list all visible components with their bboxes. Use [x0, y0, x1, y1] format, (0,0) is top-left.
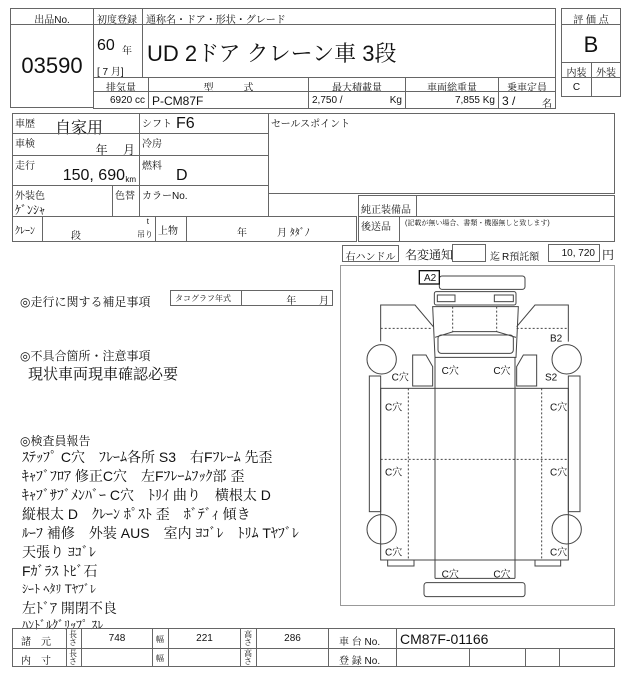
capacity-cell: [498, 91, 556, 109]
tacho-value: 年 月: [286, 296, 329, 307]
length: 748: [108, 633, 126, 644]
displacement-cell: [93, 91, 149, 109]
width-label-cell: [152, 628, 169, 649]
inspection-cell: [12, 133, 140, 156]
first-reg-label-cell: [93, 8, 143, 25]
gross-weight-label: 車両総重量: [427, 83, 477, 94]
sales-point-label: セールスポイント: [271, 119, 351, 130]
wheel-rear-left: [367, 515, 396, 544]
lot-label: 出品No.: [34, 15, 70, 26]
gross-weight-label-cell: [405, 77, 499, 92]
spec-label: 諸 元: [21, 637, 51, 648]
capacity-label-cell: [498, 77, 556, 92]
reg-year: 60: [97, 37, 115, 54]
vehicle-name: UD 2ドア クレーン車 3段: [147, 41, 397, 66]
max-load-label-cell: [308, 77, 406, 92]
height-label: 高さ: [244, 630, 252, 647]
inner-height-cell: [256, 648, 329, 667]
fuel-label: 燃料: [142, 161, 162, 172]
length-cell: [81, 628, 153, 649]
upper-label-cell: [155, 216, 187, 242]
history: 自家用: [55, 120, 104, 137]
report-line: ｷｬﾌﾞﾌﾛｱ 修正C穴 左Fﾌﾚｰﾑﾌｯｸ部 歪: [22, 468, 245, 484]
inner-height-label: 高さ: [244, 649, 252, 666]
lot-label-cell: [10, 8, 94, 25]
options-label-cell: [358, 195, 417, 217]
max-load-cell: [308, 91, 406, 109]
inner-height-label-cell: [240, 648, 257, 667]
inner-width-cell: [168, 648, 241, 667]
report-line: ﾙｰﾌ 補修 外装 AUS 室内 ﾖｺﾞﾚ ﾄﾘﾑ Tﾔﾌﾞﾚ: [22, 525, 299, 541]
later-label: 後送品: [361, 222, 391, 233]
fuel-cell: [139, 155, 269, 186]
mirror-right: [517, 355, 537, 386]
lot-number: 03590: [21, 53, 83, 78]
until: 迄: [490, 252, 500, 263]
height: 286: [284, 633, 301, 644]
crane-label-cell: [12, 216, 43, 242]
displacement-label: 排気量: [106, 83, 136, 94]
interior-grade-cell: [561, 77, 592, 97]
driving-label: ◎走行に関する補足事項: [20, 295, 151, 309]
exterior-label: 外装: [596, 68, 616, 79]
tacho-cell: [241, 290, 333, 306]
wheel-front-left: [367, 345, 396, 374]
side-rail-right: [568, 376, 580, 512]
report-line: ｽﾃｯﾌﾟ C穴 ﾌﾚｰﾑ各所 S3 右Fﾌﾚｰﾑ 先歪: [22, 449, 273, 465]
reg-no-cell: [396, 648, 470, 667]
inner-label-cell: [12, 648, 67, 667]
damage-mark: S2: [545, 372, 558, 384]
truck-diagram: [340, 260, 620, 610]
exterior-grade-cell: [591, 77, 621, 97]
damage-mark: B2: [550, 333, 563, 345]
tacho-label: タコグラフ年式: [175, 294, 231, 303]
color-change-label: 色替: [115, 191, 135, 202]
options-cell: [416, 195, 615, 217]
grade-label: 評 価 点: [573, 15, 609, 26]
fuel: D: [176, 167, 188, 184]
wheel-rear-right: [552, 515, 581, 544]
inspection: 年 月: [95, 143, 135, 157]
sales-point-box: [268, 113, 615, 194]
damage-mark: C穴: [550, 402, 568, 414]
width-cell: [168, 628, 241, 649]
first-reg-cell: [93, 24, 143, 78]
displacement: 6920 cc: [109, 95, 145, 106]
recycle: 10, 720: [561, 248, 595, 259]
damage-mark: C穴: [441, 366, 459, 377]
name-label-cell: [142, 8, 556, 25]
crane-cell: [42, 216, 156, 242]
vehicle-name-cell: [142, 24, 556, 78]
damage-mark: C穴: [441, 569, 459, 581]
options-label: 純正装備品: [361, 205, 411, 216]
later-cell: [399, 216, 615, 242]
width: 221: [196, 633, 213, 644]
later-label-cell: [358, 216, 400, 242]
inner-label: 内 寸: [21, 656, 51, 667]
interior-label-cell: [561, 62, 592, 78]
upper-cell: [186, 216, 357, 242]
grille: [434, 292, 516, 305]
history-label: 車歴: [15, 119, 35, 130]
max-load-label: 最大積載量: [332, 83, 382, 94]
grade-label-cell: [561, 8, 621, 25]
history-cell: [12, 113, 140, 137]
upper-label: 上物: [158, 226, 178, 237]
rhd: 右ハンドル: [345, 252, 396, 263]
report-line: 天張り ﾖｺﾞﾚ: [22, 544, 96, 560]
exterior-label-cell: [591, 62, 621, 78]
model-label-cell: [148, 77, 309, 92]
mileage-label: 走行: [15, 161, 35, 172]
defects: 現状車両現車確認必要: [28, 366, 179, 383]
crane-hang: 吊り: [137, 230, 153, 239]
damage-mark: C穴: [550, 467, 568, 479]
tacho-label-cell: [170, 290, 242, 306]
model: P-CM87F: [152, 94, 204, 108]
max-load: 2,750 /: [312, 95, 343, 106]
first-reg-label: 初度登録: [97, 15, 137, 26]
shift: F6: [176, 115, 195, 132]
ac-label: 冷房: [142, 139, 162, 150]
report-label: ◎検査員報告: [20, 434, 91, 448]
grade-score: B: [583, 32, 599, 57]
max-load-unit: Kg: [389, 95, 402, 106]
capacity: 3 /: [502, 94, 516, 108]
report-line: ｷｬﾌﾞｻﾌﾞﾒﾝﾊﾞｰ C穴 ﾄﾘｲ 曲り 横根太 D: [22, 487, 271, 503]
shift-label: シフト: [142, 119, 172, 130]
damage-mark: C穴: [385, 467, 403, 479]
width-label: 幅: [156, 635, 164, 644]
report-line: 左ﾄﾞｱ 開閉不良: [22, 600, 117, 616]
reg-label: 登 録 No.: [339, 656, 381, 667]
reg-label-cell: [328, 648, 397, 667]
height-label-cell: [240, 628, 257, 649]
report-line: ﾊﾝﾄﾞﾙｸﾞﾘｯﾌﾟ ｽﾚ: [22, 618, 104, 632]
color-change-cell: [112, 185, 140, 217]
damage-mark: C穴: [493, 569, 511, 581]
damage-mark: C穴: [493, 366, 511, 377]
damage-mark: C穴: [385, 547, 403, 559]
gross-weight: 7,855 Kg: [454, 95, 495, 106]
later-note: (記載が無い場合、書類・機器無しと致します): [405, 220, 550, 227]
inner-width-label-cell: [152, 648, 169, 667]
lot-number-cell: [10, 24, 94, 108]
reg-no-cell: [525, 648, 560, 667]
inner-length-cell: [81, 648, 153, 667]
crane-label: ｸﾚｰﾝ: [15, 226, 35, 237]
mileage: 150, 690: [62, 167, 125, 184]
shift-cell: [139, 113, 269, 134]
height-cell: [256, 628, 329, 649]
inner-length-label-cell: [66, 648, 82, 667]
inspection-label: 車検: [15, 139, 35, 150]
crane-stage: 段: [71, 231, 81, 242]
ac-cell: [139, 133, 269, 156]
report-line: ｼｰﾄ ﾍﾀﾘ Tﾔﾌﾞﾚ: [22, 582, 96, 596]
mileage-cell: [12, 155, 140, 186]
report-line: Fｶﾞﾗｽ ﾄﾋﾞ石: [22, 563, 98, 579]
mirror-left: [413, 355, 433, 386]
reg-month: [ 7 月]: [97, 67, 124, 78]
inner-width-label: 幅: [156, 654, 164, 663]
reg-no-cell: [469, 648, 526, 667]
gross-weight-cell: [405, 91, 499, 109]
spec-label-cell: [12, 628, 67, 649]
chassis-label-cell: [328, 628, 397, 649]
name-label: 通称名・ドア・形状・グレード: [146, 15, 286, 26]
chassis-label: 車 台 No.: [339, 637, 381, 648]
defects-label: ◎不具合箇所・注意事項: [20, 349, 151, 363]
reg-year-unit: 年: [122, 46, 132, 57]
model-cell: [148, 91, 309, 109]
mileage-unit: km: [125, 175, 136, 184]
name-change-label: 名変通知: [405, 248, 454, 262]
color-cell: [12, 185, 113, 217]
capacity-label: 乗車定員: [507, 83, 547, 94]
crane-ton: t: [146, 217, 149, 226]
interior-grade: C: [572, 82, 581, 93]
reg-no-cell: [559, 648, 615, 667]
displacement-label-cell: [93, 77, 149, 92]
rear-bumper: [424, 583, 525, 597]
damage-mark: A2: [424, 273, 437, 284]
color-no-cell: [139, 185, 269, 217]
damage-mark: C穴: [391, 372, 409, 384]
color-no-label: カラーNo.: [142, 191, 188, 202]
color: ｹﾞﾝｼｬ: [15, 203, 46, 217]
color-label: 外装色: [15, 191, 45, 202]
damage-mark: C穴: [385, 402, 403, 414]
chassis: CM87F-01166: [400, 631, 489, 647]
windshield: [438, 335, 513, 353]
grade-score-cell: [561, 24, 621, 63]
front-bumper: [439, 276, 525, 289]
interior-label: 内装: [566, 68, 587, 79]
yen: 円: [602, 248, 615, 262]
model-label: 型 式: [203, 83, 254, 94]
damage-mark: C穴: [550, 547, 568, 559]
upper-value: 年 月 ﾀﾀﾞﾉ: [237, 228, 310, 239]
wheel-front-right: [552, 345, 581, 374]
length-label: 長さ: [69, 630, 77, 647]
inner-length-label: 長さ: [69, 649, 77, 666]
report-line: 縦根太 D ｸﾚｰﾝ ﾎﾟｽﾄ 歪 ﾎﾞﾃﾞｨ 傾き: [22, 506, 251, 522]
capacity-unit: 名: [542, 99, 552, 110]
side-rail-left: [369, 376, 380, 512]
length-label-cell: [66, 628, 82, 649]
chassis-cell: [396, 628, 615, 649]
recycle-label: R預託額: [502, 252, 540, 263]
